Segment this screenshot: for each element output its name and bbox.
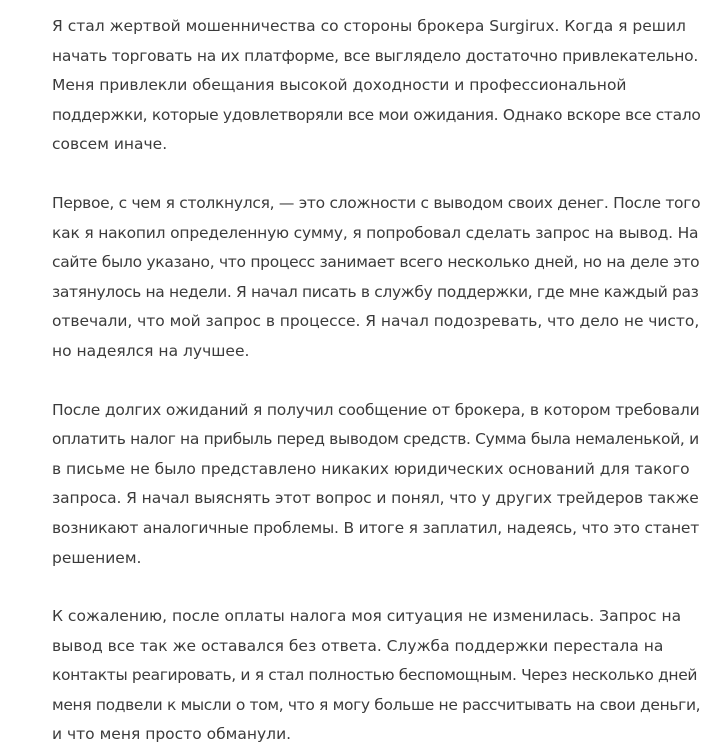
text-line: начать торговать на их платформе, все выглядело достаточно привлекательно. bbox=[52, 46, 699, 65]
article-body bbox=[52, 12, 701, 750]
text-line: сайте было указано, что процесс занимает всего несколько дней, но на деле это bbox=[52, 253, 700, 272]
paragraph-3 bbox=[52, 396, 700, 574]
text-line: К сожалению, после оплаты налога моя ситуация не изменилась. Запрос на bbox=[52, 607, 682, 626]
text-line: контакты реагировать, и я стал полностью беспомощным. Через несколько дней bbox=[52, 666, 698, 685]
text-line: Первое, с чем я столкнулся, — это сложности с выводом своих денег. После того bbox=[52, 193, 701, 212]
text-line: как я накопил определенную сумму, я попробовал сделать запрос на вывод. На bbox=[52, 223, 699, 242]
text-line: вывод все так же оставался без ответа. Служба поддержки перестала на bbox=[52, 636, 664, 655]
text-line: в письме не было представлено никаких юридических оснований для такого bbox=[52, 459, 690, 478]
text-line: отвечали, что мой запрос в процессе. Я начал подозревать, что дело не чисто, bbox=[52, 312, 700, 331]
text-line: но надеялся на лучшее. bbox=[52, 341, 250, 360]
text-line: Я стал жертвой мошенничества со стороны брокера Surgirux. Когда я решил bbox=[52, 17, 686, 35]
text-line: решением. bbox=[52, 548, 142, 567]
text-line: и что меня просто обманули. bbox=[52, 725, 292, 744]
paragraph-2 bbox=[52, 189, 701, 367]
text-line: После долгих ожиданий я получил сообщение от брокера, в котором требовали bbox=[52, 400, 700, 419]
paragraph-1 bbox=[52, 12, 701, 160]
text-line: меня подвели к мысли о том, что я могу больше не рассчитывать на свои деньги, bbox=[52, 695, 701, 714]
text-line: возникают аналогичные проблемы. В итоге я заплатил, надеясь, что это станет bbox=[52, 518, 700, 537]
text-line: оплатить налог на прибыль перед выводом средств. Сумма была немаленькой, и bbox=[52, 430, 699, 449]
text-line: затянулось на недели. Я начал писать в службу поддержки, где мне каждый раз bbox=[52, 282, 699, 301]
text-line: совсем иначе. bbox=[52, 135, 168, 154]
text-line: поддержки, которые удовлетворяли все мои ожидания. Однако вскоре все стало bbox=[52, 105, 701, 124]
paragraph-4 bbox=[52, 602, 701, 750]
text-line: запроса. Я начал выяснять этот вопрос и понял, что у других трейдеров также bbox=[52, 489, 699, 508]
text-line: Меня привлекли обещания высокой доходности и профессиональной bbox=[52, 76, 627, 95]
